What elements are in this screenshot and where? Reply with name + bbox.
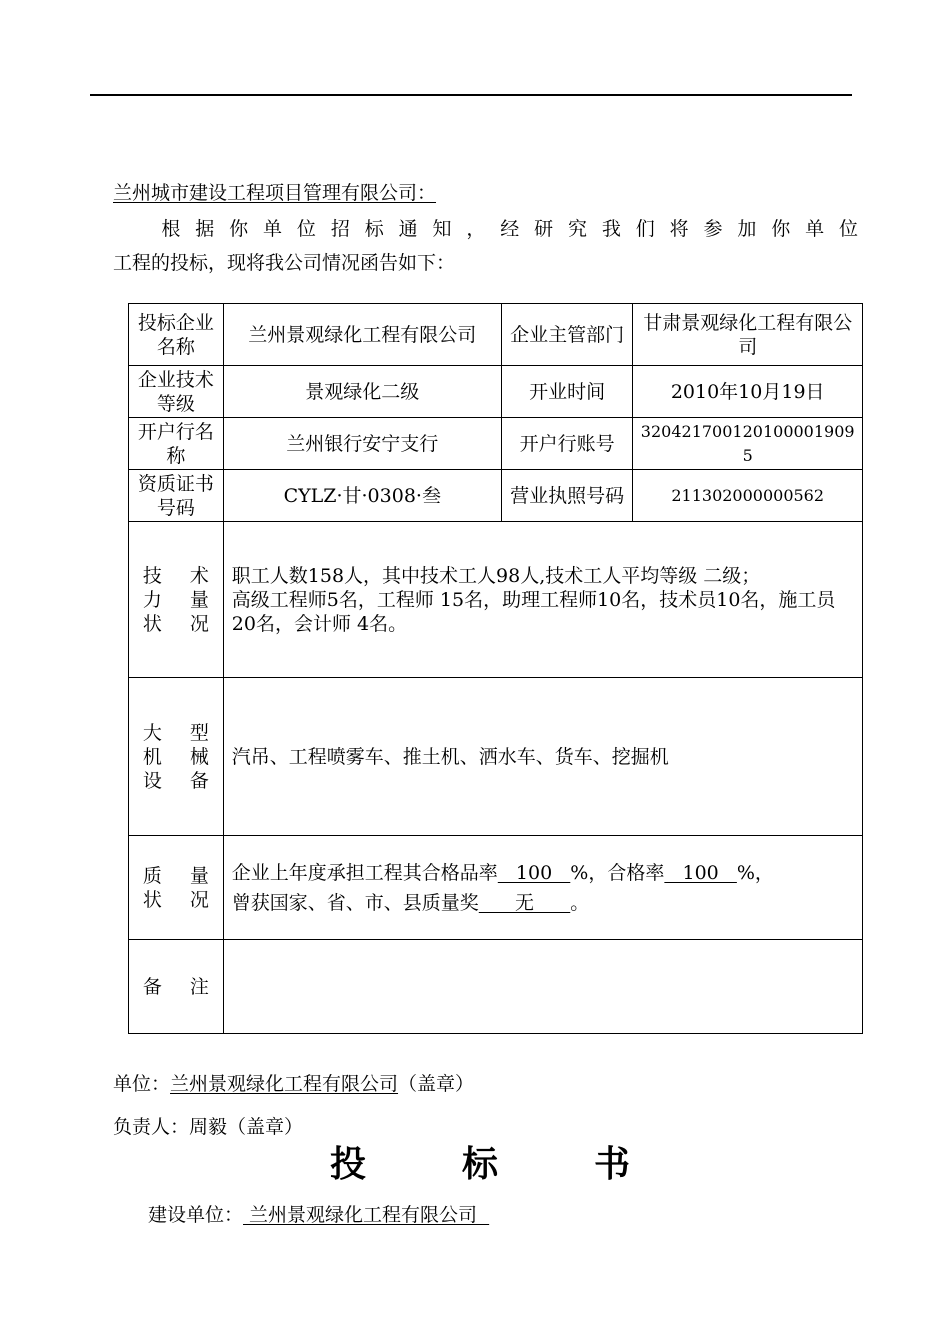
cert-number-value: CYLZ·甘·0308·叁 xyxy=(223,470,501,522)
cert-number-label: 资质证书号码 xyxy=(129,470,224,522)
table-row xyxy=(129,470,863,522)
supervisor-value: 甘肃景观绿化工程有限公司 xyxy=(633,304,863,366)
quality-line-1: 企业上年度承担工程其合格品率 100 %，合格率 100 %， xyxy=(231,861,774,884)
tech-strength-value xyxy=(223,522,862,678)
bidder-name-label: 投标企业名称 xyxy=(129,304,224,366)
equipment-row xyxy=(129,678,863,836)
document-title: 投 标 书 xyxy=(330,1143,630,1185)
tech-grade-label: 企业技术等级 xyxy=(129,366,224,418)
quality-row xyxy=(129,836,863,940)
supervisor-label: 企业主管部门 xyxy=(501,304,633,366)
bidder-name-value: 兰州景观绿化工程有限公司 xyxy=(223,304,501,366)
bank-name-value: 兰州银行安宁支行 xyxy=(223,418,501,470)
license-number-label: 营业执照号码 xyxy=(501,470,633,522)
equipment-value: 汽吊、工程喷雾车、推土机、洒水车、货车、挖掘机 xyxy=(223,678,862,836)
tech-strength-line-2: 高级工程师5名，工程师 15名，助理工程师10名，技术员10名，施工员20名，会计师 4名。 xyxy=(231,588,836,635)
license-number-value: 211302000000562 xyxy=(633,470,863,522)
remark-value xyxy=(223,940,862,1034)
tech-grade-value: 景观绿化二级 xyxy=(223,366,501,418)
quality-label: 质 量 状 况 xyxy=(129,836,224,940)
remark-row xyxy=(129,940,863,1034)
tech-strength-row xyxy=(129,522,863,678)
bank-name-label: 开户行名称 xyxy=(129,418,224,470)
company-info-table xyxy=(128,303,863,1034)
header-rule xyxy=(90,94,852,96)
opening-date-label: 开业时间 xyxy=(501,366,633,418)
bank-account-value: 320421700120100001909​5 xyxy=(633,418,863,470)
remark-label: 备 注 xyxy=(129,940,224,1034)
intro-line-1: 根 据 你 单 位 招 标 通 知 ， 经 研 究 我 们 将 参 加 你 单 位 xyxy=(157,218,858,240)
quality-line-2: 曾获国家、省、市、县质量奖 无 。 xyxy=(231,891,590,914)
tech-strength-line-1: 职工人数158人，其中技术工人98人,技术工人平均等级 二级； xyxy=(231,564,761,587)
construction-unit: 建设单位： 兰州景观绿化工程有限公司 xyxy=(148,1204,490,1226)
quality-value xyxy=(223,836,862,940)
table-row xyxy=(129,304,863,366)
addressee: 兰州城市建设工程项目管理有限公司： xyxy=(113,182,437,204)
bank-account-label: 开户行账号 xyxy=(501,418,633,470)
intro-line-2: 工程的投标，现将我公司情况函告如下： xyxy=(113,252,456,274)
responsible-person: 负责人：周毅（盖章） xyxy=(113,1116,304,1138)
equipment-label: 大 型 机 械 设 备 xyxy=(129,678,224,836)
opening-date-value: 2010年10月19日 xyxy=(633,366,863,418)
table-row xyxy=(129,418,863,470)
tech-strength-label: 技 术 力 量 状 况 xyxy=(129,522,224,678)
signing-unit: 单位：兰州景观绿化工程有限公司（盖章） xyxy=(113,1073,475,1095)
table-row xyxy=(129,366,863,418)
